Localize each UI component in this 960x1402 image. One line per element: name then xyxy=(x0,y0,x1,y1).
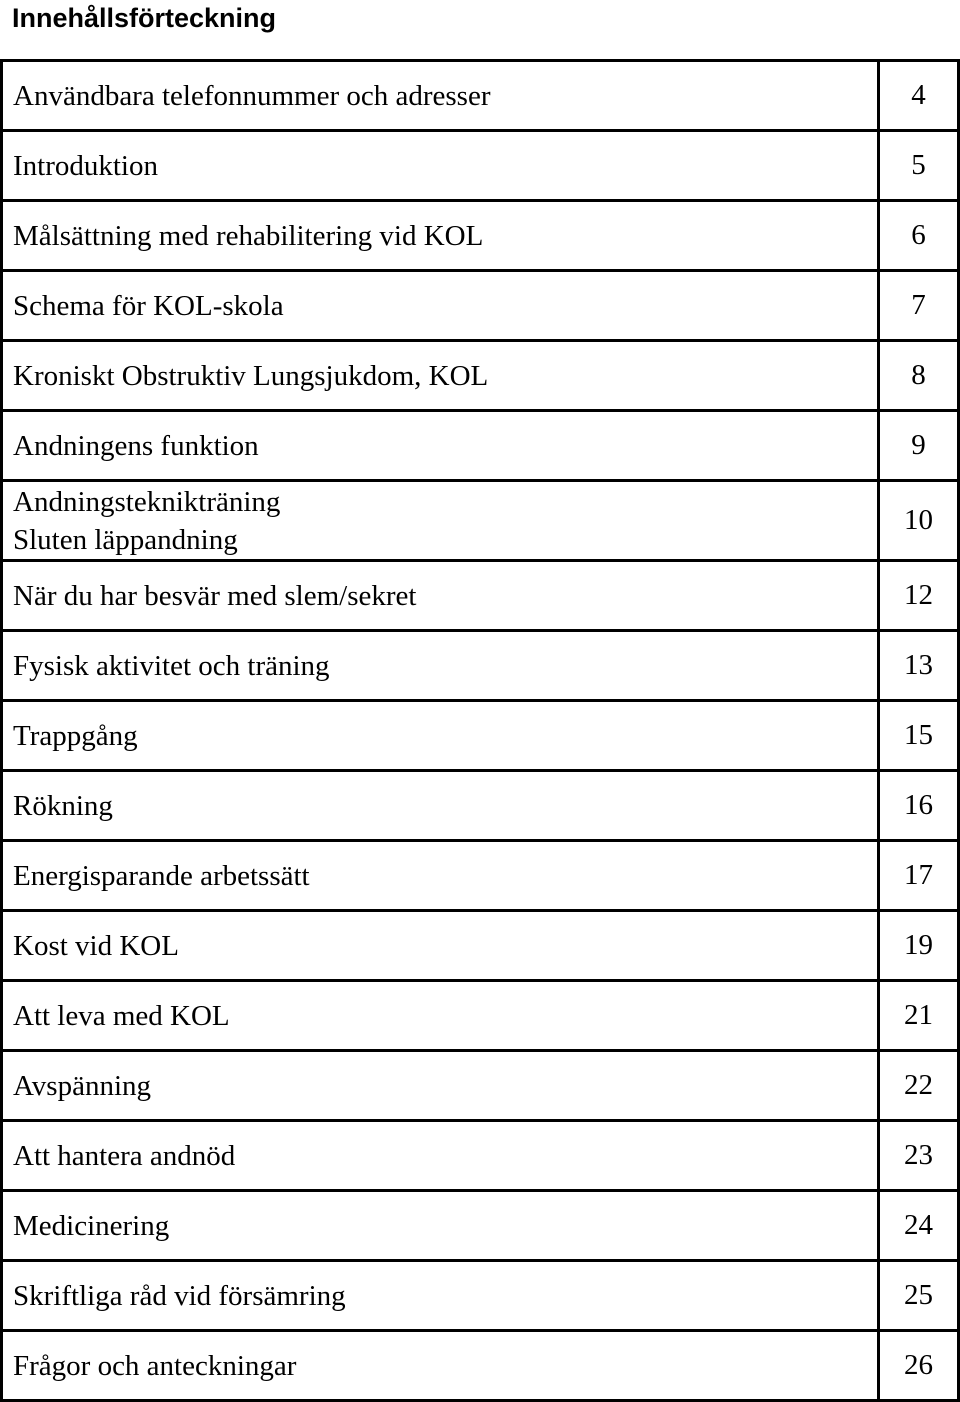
toc-row xyxy=(0,1332,960,1402)
toc-entry-title xyxy=(3,982,880,1049)
toc-entry-title xyxy=(3,912,880,979)
toc-entry-page-number: 15 xyxy=(904,719,933,751)
toc-entry-page-number: 13 xyxy=(904,649,933,681)
toc-entry-title-line: Schema för KOL-skola xyxy=(13,289,284,322)
toc-entry-title xyxy=(3,62,880,129)
toc-row xyxy=(0,632,960,702)
toc-entry-title-line: Sluten läppandning xyxy=(13,523,238,556)
toc-entry-title-line: Frågor och anteckningar xyxy=(13,1349,297,1382)
toc-row xyxy=(0,912,960,982)
toc-entry-title xyxy=(3,482,880,559)
toc-entry-title xyxy=(3,632,880,699)
toc-entry-title xyxy=(3,1052,880,1119)
toc-entry-title-line: Introduktion xyxy=(13,149,158,182)
toc-entry-page-number: 9 xyxy=(911,429,926,461)
toc-entry-title xyxy=(3,272,880,339)
toc-entry-title-line: Kroniskt Obstruktiv Lungsjukdom, KOL xyxy=(13,359,489,392)
toc-entry-page-number: 22 xyxy=(904,1069,933,1101)
toc-entry-page-number: 10 xyxy=(904,504,933,536)
toc-entry-page-number: 12 xyxy=(904,579,933,611)
toc-entry-page-number: 24 xyxy=(904,1209,933,1241)
toc-entry-page-number: 23 xyxy=(904,1139,933,1171)
toc-row xyxy=(0,982,960,1052)
toc-row xyxy=(0,1262,960,1332)
toc-entry-title xyxy=(3,1122,880,1189)
toc-entry-page-number: 21 xyxy=(904,999,933,1031)
toc-entry-title-line: Att leva med KOL xyxy=(13,999,230,1032)
toc-entry-page-number: 17 xyxy=(904,859,933,891)
toc-entry-title-line: Trappgång xyxy=(13,719,138,752)
toc-row xyxy=(0,842,960,912)
toc-entry-title-line: Att hantera andnöd xyxy=(13,1139,236,1172)
toc-row xyxy=(0,482,960,562)
table-of-contents xyxy=(0,59,960,1402)
toc-row xyxy=(0,562,960,632)
toc-entry-title xyxy=(3,842,880,909)
toc-entry-title-line: Kost vid KOL xyxy=(13,929,179,962)
toc-entry-title xyxy=(3,1192,880,1259)
toc-entry-title-line: Energisparande arbetssätt xyxy=(13,859,310,892)
toc-entry-page-number: 25 xyxy=(904,1279,933,1311)
toc-row xyxy=(0,702,960,772)
toc-entry-page-number: 4 xyxy=(911,79,926,111)
toc-row xyxy=(0,132,960,202)
toc-entry-title-line: När du har besvär med slem/sekret xyxy=(13,579,417,612)
toc-entry-title-line: Rökning xyxy=(13,789,113,822)
toc-row xyxy=(0,202,960,272)
toc-entry-page-number: 6 xyxy=(911,219,926,251)
toc-row xyxy=(0,59,960,132)
toc-row xyxy=(0,412,960,482)
toc-row xyxy=(0,1122,960,1192)
toc-row xyxy=(0,272,960,342)
toc-entry-title-line: Medicinering xyxy=(13,1209,170,1242)
toc-entry-title xyxy=(3,202,880,269)
toc-entry-title-line: Avspänning xyxy=(13,1069,152,1102)
toc-entry-page-number: 8 xyxy=(911,359,926,391)
toc-row xyxy=(0,772,960,842)
toc-entry-page-number: 7 xyxy=(911,289,926,321)
toc-entry-title xyxy=(3,1262,880,1329)
toc-row xyxy=(0,342,960,412)
toc-entry-page-number: 26 xyxy=(904,1349,933,1381)
toc-entry-title xyxy=(3,132,880,199)
toc-entry-title xyxy=(3,772,880,839)
toc-entry-title-line: Användbara telefonnummer och adresser xyxy=(13,79,491,112)
toc-entry-title-line: Andningens funktion xyxy=(13,429,259,462)
toc-entry-title xyxy=(3,1332,880,1399)
toc-entry-title xyxy=(3,562,880,629)
page-title: Innehållsförteckning xyxy=(12,3,277,33)
toc-entry-page-number: 19 xyxy=(904,929,933,961)
toc-entry-title xyxy=(3,412,880,479)
toc-entry-title-line: Skriftliga råd vid försämring xyxy=(13,1279,346,1312)
toc-entry-title-line: Andningsteknikträning xyxy=(13,485,281,518)
toc-entry-title-line: Målsättning med rehabilitering vid KOL xyxy=(13,219,484,252)
toc-entry-title xyxy=(3,702,880,769)
toc-entry-title xyxy=(3,342,880,409)
toc-entry-page-number: 16 xyxy=(904,789,933,821)
toc-entry-page-number: 5 xyxy=(911,149,926,181)
toc-row xyxy=(0,1192,960,1262)
toc-entry-title-line: Fysisk aktivitet och träning xyxy=(13,649,330,682)
toc-row xyxy=(0,1052,960,1122)
